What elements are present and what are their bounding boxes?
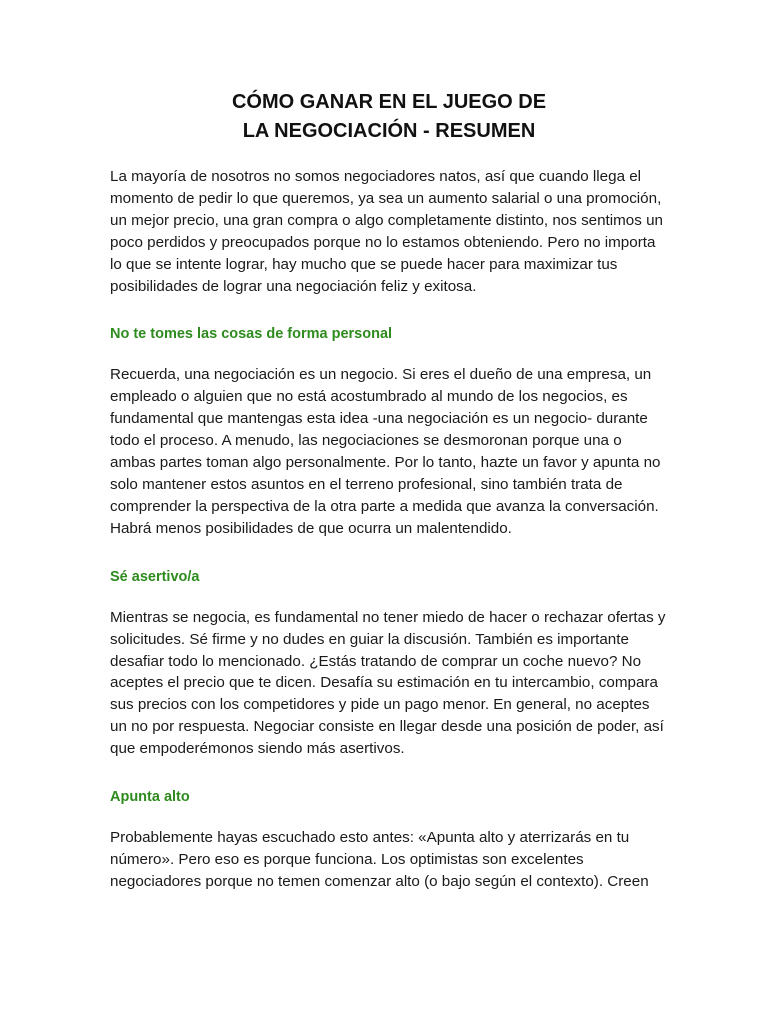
- title-line-2: LA NEGOCIACIÓN - RESUMEN: [242, 120, 536, 142]
- page-title: [110, 88, 668, 146]
- intro-paragraph: La mayoría de nosotros no somos negociadores natos, así que cuando llega el momento de pedir lo que queremos, ya sea un aumento salarial o una promoción, un mejor precio, una gran compra o algo completamente distinto, nos sentimos un poco perdidos y preocupados porque no lo estamos obteniendo. Pero no importa lo que se intente lograr, hay mucho que se puede hacer para maximizar tus posibilidades de lograr una negociación feliz y exitosa.: [110, 168, 663, 295]
- section-body-asertivo: Mientras se negocia, es fundamental no tener miedo de hacer o rechazar ofertas y solicitudes. Sé firme y no dudes en guiar la discusión. También es importante desafiar todo lo mencionado. ¿Estás tratando de comprar un coche nuevo? No aceptes el precio que te dicen. Desafía su estimación en tu intercambio, compara sus precios con los competidores y pide un pago menor. En general, no aceptes un no por respuesta. Negociar consiste en llegar desde una posición de poder, así que empoderémonos siendo más asertivos.: [110, 608, 666, 758]
- section-heading-apunta-alto: Apunta alto: [110, 789, 190, 806]
- section-body-personal: Recuerda, una negociación es un negocio. Si eres el dueño de una empresa, un empleado o alguien que no está acostumbrado al mundo de los negocios, es fundamental que mantengas esta idea -una negociación es un negocio- durante todo el proceso. A menudo, las negociaciones se desmoronan porque una o ambas partes toman algo personalmente. Por lo tanto, hazte un favor y apunta no solo mantener estos asuntos en el terreno profesional, sino también trata de comprender la perspectiva de la otra parte a medida que avanza la conversación. Habrá menos posibilidades de que ocurra un malentendido.: [110, 366, 661, 537]
- section-body-apunta-alto: Probablemente hayas escuchado esto antes: «Apunta alto y aterrizarás en tu número». Pero eso es porque funciona. Los optimistas son excelentes negociadores porque no temen comenzar alto (o bajo según el contexto). Creen: [110, 829, 649, 890]
- title-line-1: CÓMO GANAR EN EL JUEGO DE: [231, 91, 547, 113]
- section-heading-asertivo: Sé asertivo/a: [110, 568, 200, 585]
- section-heading-personal: No te tomes las cosas de forma personal: [110, 326, 393, 343]
